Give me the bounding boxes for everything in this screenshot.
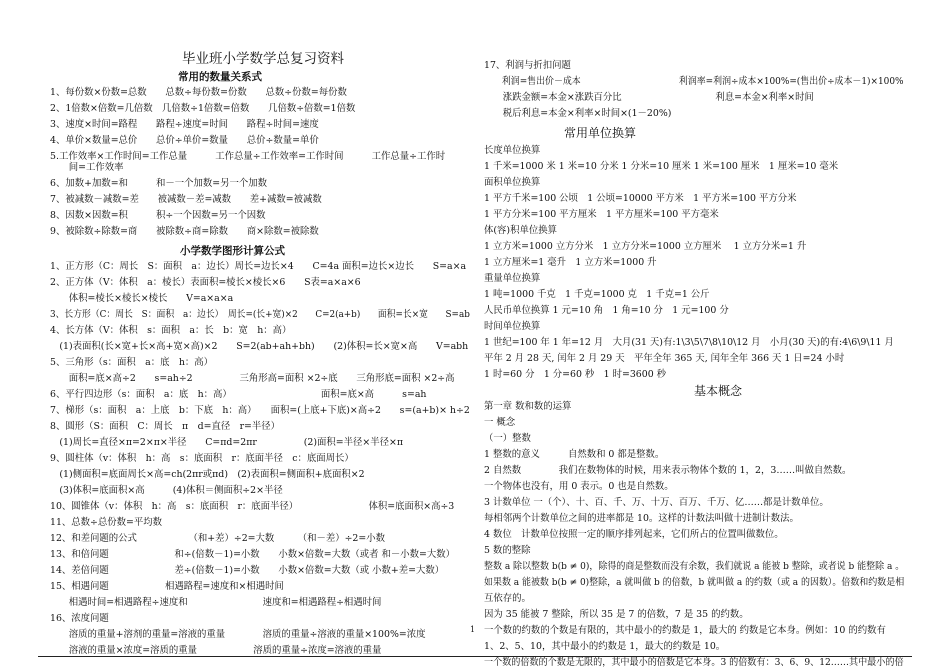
- formula-line: 溶质的重量+溶剂的重量=溶液的重量 溶质的重量÷溶液的重量×100%=浓度: [50, 629, 426, 640]
- document-title: 毕业班小学数学总复习资料: [182, 51, 344, 67]
- formula-line: 9、圆柱体（v：体积 h：高 s：底面积 r：底面半径 c：底面周长）: [50, 453, 354, 464]
- profit-line: 17、利润与折扣问题: [484, 60, 571, 71]
- unit-line: 重量单位换算: [484, 273, 541, 284]
- quantity-line: 4、单价×数量=总价 总价÷单价=数量 总价÷数量=单价: [50, 135, 319, 146]
- concepts-heading: 基本概念: [694, 384, 743, 398]
- profit-line: 涨跌金额=本金×涨跌百分比 利息=本金×利率×时间: [484, 92, 814, 103]
- quantity-line: 2、1倍数×倍数=几倍数 几倍数÷1倍数=倍数 几倍数÷倍数=1倍数: [50, 103, 356, 114]
- unit-line: 1 平方千米=100 公顷 1 公顷=10000 平方米 1 平方米=100 平方分米: [484, 193, 797, 204]
- formulas-heading: 小学数学图形计算公式: [180, 245, 285, 257]
- formula-line: 体积=棱长×棱长×棱长 V=a×a×a: [50, 293, 234, 304]
- formula-line: 面积=底×高÷2 s=ah÷2 三角形高=面积 ×2÷底 三角形底=面积 ×2÷高: [50, 373, 455, 384]
- formula-line: 14、差倍问题 差÷(倍数－1)=小数 小数×倍数=大数（或 小数+差=大数）: [50, 565, 445, 576]
- concept-line: 每相邻两个计数单位之间的进率都是 10。这样的计数法叫做十进制计数法。: [484, 513, 799, 524]
- quantity-line: 1、每份数×份数=总数 总数÷每份数=份数 总数÷份数=每份数: [50, 87, 347, 98]
- quantity-line: 6、加数+加数=和 和－一个加数=另一个加数: [50, 178, 268, 189]
- formula-line: 相遇时间=相遇路程÷速度和 速度和=相遇路程÷相遇时间: [50, 597, 382, 608]
- concept-line: 因为 35 能被 7 整除，所以 35 是 7 的倍数，7 是 35 的约数。: [484, 609, 749, 620]
- unit-line: 平年 2 月 28 天, 闰年 2 月 29 天 平年全年 365 天, 闰年全年 366 天 1 日=24 小时: [484, 353, 845, 364]
- concept-line: 第一章 数和数的运算: [484, 401, 572, 412]
- formula-line: 13、和倍问题 和÷(倍数－1)=小数 小数×倍数=大数（或者 和－小数=大数）: [50, 549, 455, 560]
- concept-line: 一 概念: [484, 417, 516, 428]
- concept-line: 3 计数单位 一（个）、十、百、千、万、十万、百万、千万、亿……都是计数单位。: [484, 497, 829, 508]
- unit-line: 1 立方厘米=1 毫升 1 立方米=1000 升: [484, 257, 657, 268]
- unit-line: 1 吨=1000 千克 1 千克=1000 克 1 千克=1 公斤: [484, 289, 710, 300]
- formula-line: 溶液的重量×浓度=溶质的重量 溶质的重量÷浓度=溶液的重量: [50, 645, 382, 656]
- quantity-line: 3、速度×时间=路程 路程÷速度=时间 路程÷时间=速度: [50, 119, 319, 130]
- unit-line: 1 时=60 分 1 分=60 秒 1 时=3600 秒: [484, 369, 667, 380]
- concept-line: 一个数的约数的个数是有限的，其中最小的约数是 1，最大的 约数是它本身。例如：10 的约数有: [484, 625, 886, 636]
- profit-line: 利润=售出价－成本 利润率=利润÷成本×100%=(售出价÷成本－1)×100%: [484, 76, 904, 87]
- formula-line: 2、正方体（V：体积 a：棱长）表面积=棱长×棱长×6 S表=a×a×6: [50, 277, 361, 288]
- unit-line: 面积单位换算: [484, 177, 541, 188]
- formula-line: 8、圆形（S：面积 C：周长 π d=直径 r=半径）: [50, 421, 281, 432]
- unit-line: 体(容)积单位换算: [484, 225, 557, 236]
- formula-line: (3)体积=底面积×高 (4)体积＝侧面积÷2×半径: [50, 485, 283, 496]
- unit-line: 1 世纪=100 年 1 年=12 月 大月(31 天)有:1\3\5\7\8\10\12 月 小月(30 天)的有:4\6\9\11 月: [484, 337, 894, 348]
- quantities-heading: 常用的数量关系式: [178, 71, 262, 83]
- formula-line: 16、浓度问题: [50, 613, 109, 624]
- formula-line: 10、圆锥体（v：体积 h：高 s：底面积 r：底面半径） 体积=底面积×高÷3: [50, 501, 455, 512]
- formula-line: 12、和差问题的公式 （和+差）÷2=大数 （和－差）÷2=小数: [50, 533, 385, 544]
- units-heading: 常用单位换算: [564, 126, 637, 140]
- formula-line: 15、相遇问题 相遇路程=速度和×相遇时间: [50, 581, 284, 592]
- formula-line: 11、总数÷总份数=平均数: [50, 517, 163, 528]
- page-number: 1: [470, 625, 476, 634]
- quantity-line: 5.工作效率×工作时间=工作总量 工作总量÷工作效率=工作时间 工作总量÷工作时: [50, 151, 446, 162]
- formula-line: 1、正方形（C：周长 S：面积 a：边长）周长=边长×4 C=4a 面积=边长×边长 S=a×a: [50, 261, 467, 272]
- profit-line: 税后利息=本金×利率×时间×(1－20%): [484, 108, 672, 119]
- formula-line: 3、长方形（C：周长 S：面积 a：边长） 周长=(长+宽)×2 C=2(a+b) 面积=长×宽 S=ab: [50, 309, 470, 320]
- concept-line: （一）整数: [484, 433, 531, 444]
- concept-line: 4 数位 计数单位按照一定的顺序排列起来，它们所占的位置叫做数位。: [484, 529, 784, 540]
- unit-line: 人民币单位换算 1 元=10 角 1 角=10 分 1 元=100 分: [484, 305, 729, 316]
- quantity-line: 7、被减数－减数=差 被减数－差=减数 差+减数=被减数: [50, 194, 322, 205]
- formula-line: 7、梯形（s：面积 a：上底 b：下底 h：高） 面积=(上底+下底)×高÷2 s=(a+b)× h÷2: [50, 405, 470, 416]
- formula-line: (1)侧面积=底面周长×高=ch(2πr或πd) (2)表面积=侧面积+底面积×2: [50, 469, 365, 480]
- concept-line: 如果数 a 能被数 b(b ≠ 0)整除，a 就叫做 b 的倍数，b 就叫做 a 的约数（或 a 的因数）。倍数和约数是相: [484, 577, 905, 588]
- formula-line: 6、平行四边形（s：面积 a：底 h：高） 面积=底×高 s=ah: [50, 389, 427, 400]
- concept-line: 互依存的。: [484, 593, 531, 604]
- bottom-divider: [38, 656, 912, 657]
- unit-line: 时间单位换算: [484, 321, 541, 332]
- unit-line: 长度单位换算: [484, 145, 541, 156]
- formula-line: 4、长方体（V：体积 s：面积 a：长 b：宽 h：高）: [50, 325, 292, 336]
- formula-line: (1)周长=直径×π=2×π×半径 C=πd=2πr (2)面积=半径×半径×π: [50, 437, 404, 448]
- formula-line: 5、三角形（s：面积 a：底 h：高）: [50, 357, 214, 368]
- formula-line: (1)表面积(长×宽+长×高+宽×高)×2 S=2(ab+ah+bh) (2)体积=长×宽×高 V=abh: [50, 341, 469, 352]
- quantity-line: 8、因数×因数=积 积÷一个因数=另一个因数: [50, 210, 266, 221]
- concept-line: 2 自然数 我们在数物体的时候，用来表示物体个数的 1，2，3……叫做自然数。: [484, 465, 852, 476]
- concept-line: 一个物体也没有，用 0 表示。0 也是自然数。: [484, 481, 674, 492]
- concept-line: 一个数的倍数的个数是无限的，其中最小的倍数是它本身。3 的倍数有：3、6、9、12……其中最小的倍: [484, 657, 904, 668]
- unit-line: 1 立方米=1000 立方分米 1 立方分米=1000 立方厘米 1 立方分米=1 升: [484, 241, 807, 252]
- quantity-line: 9、被除数÷除数=商 被除数÷商=除数 商×除数=被除数: [50, 226, 319, 237]
- unit-line: 1 千米=1000 米 1 米=10 分米 1 分米=10 厘米 1 米=100 厘米 1 厘米=10 毫米: [484, 161, 839, 172]
- concept-line: 整数 a 除以整数 b(b ≠ 0)，除得的商是整数而没有余数，我们就说 a 能被 b 整除，或者说 b 能整除 a 。: [484, 561, 905, 572]
- concept-line: 1、2、5、10，其中最小的约数是 1，最大的约数是 10。: [484, 641, 726, 652]
- quantity-line: 间=工作效率: [50, 162, 124, 173]
- concept-line: 1 整数的意义 自然数和 0 都是整数。: [484, 449, 665, 460]
- unit-line: 1 平方分米=100 平方厘米 1 平方厘米=100 平方毫米: [484, 209, 719, 220]
- concept-line: 5 数的整除: [484, 545, 531, 556]
